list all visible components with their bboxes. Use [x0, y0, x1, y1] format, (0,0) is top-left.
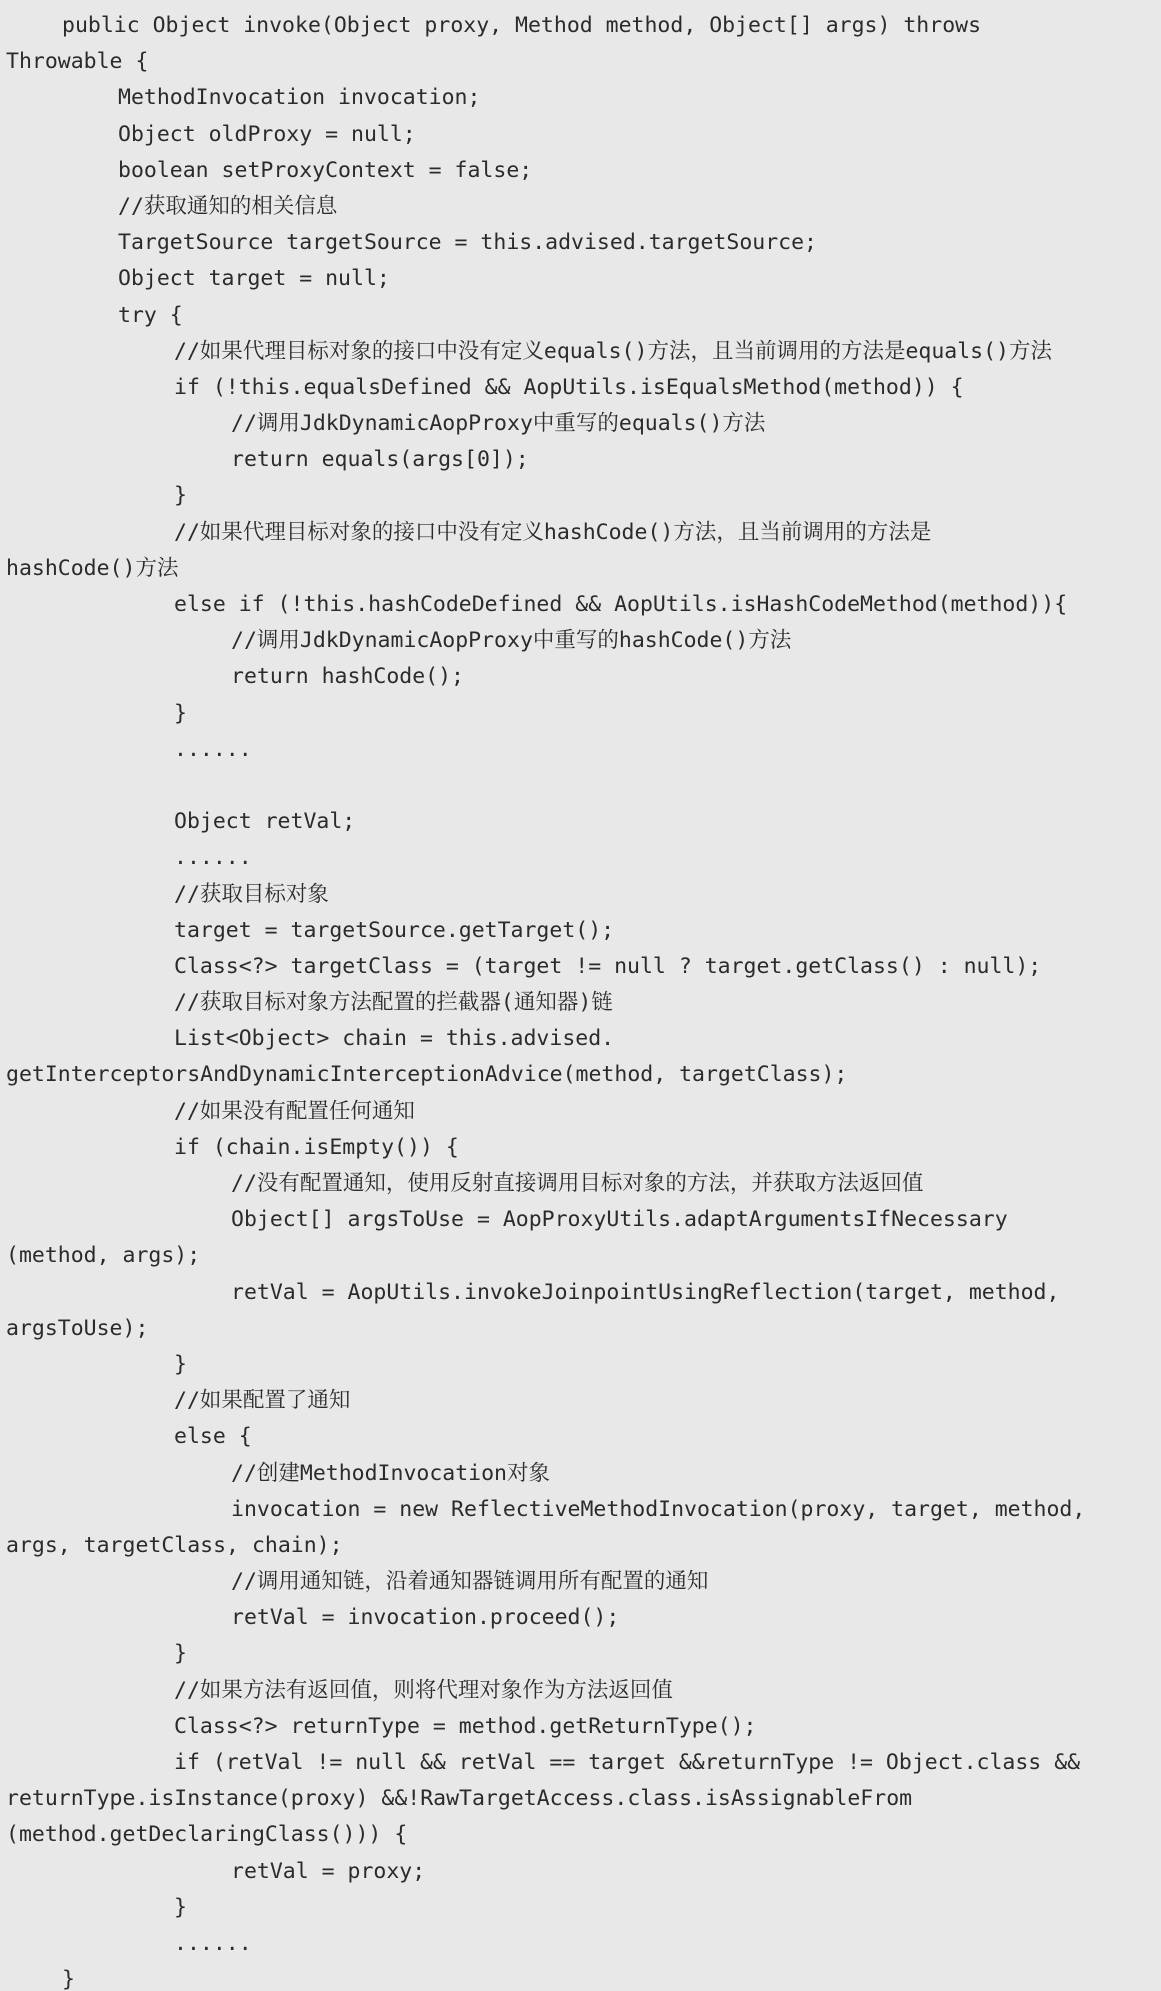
code-line: Class<?> targetClass = (target != null ? target.getClass() : null); — [174, 953, 1042, 979]
code-line: invocation = new ReflectiveMethodInvocation(proxy, target, method, — [231, 1496, 1086, 1522]
code-line: retVal = invocation.proceed(); — [231, 1605, 620, 1631]
code-line: } — [174, 700, 187, 726]
code-line: MethodInvocation invocation; — [118, 85, 481, 111]
code-line: retVal = proxy; — [231, 1858, 426, 1884]
code-line: if (retVal != null && retVal == target &&returnType != Object.class && — [174, 1750, 1081, 1775]
code-line: ...... — [174, 845, 252, 871]
code-line: ...... — [174, 736, 252, 762]
code-line: getInterceptorsAndDynamicInterceptionAdvice(method, targetClass); — [6, 1062, 848, 1088]
code-line: //调用JdkDynamicAopProxy中重写的equals()方法 — [231, 411, 766, 437]
code-line: if (chain.isEmpty()) { — [174, 1134, 459, 1160]
code-line: //获取目标对象方法配置的拦截器(通知器)链 — [174, 990, 613, 1016]
code-line: hashCode()方法 — [6, 555, 179, 581]
code-line: //如果代理目标对象的接口中没有定义equals()方法，且当前调用的方法是equals()方法 — [174, 338, 1052, 364]
code-line: argsToUse); — [6, 1315, 149, 1341]
code-line: Object target = null; — [118, 266, 390, 292]
code-line: Object oldProxy = null; — [118, 121, 416, 147]
code-line: returnType.isInstance(proxy) &&!RawTargetAccess.class.isAssignableFrom — [6, 1786, 913, 1812]
code-line: try { — [118, 302, 183, 328]
code-line: Object[] argsToUse = AopProxyUtils.adaptArgumentsIfNecessary — [231, 1207, 1008, 1233]
code-line: //如果方法有返回值，则将代理对象作为方法返回值 — [174, 1677, 673, 1703]
code-line: return equals(args[0]); — [231, 447, 529, 473]
code-line: target = targetSource.getTarget(); — [174, 917, 615, 943]
code-line: //调用通知链，沿着通知器链调用所有配置的通知 — [231, 1569, 709, 1595]
code-line: //如果配置了通知 — [174, 1388, 351, 1414]
code-line: else if (!this.hashCodeDefined && AopUtils.isHashCodeMethod(method)){ — [174, 592, 1068, 617]
code-line: } — [174, 1894, 187, 1920]
code-line: return hashCode(); — [231, 664, 464, 690]
code-line: if (!this.equalsDefined && AopUtils.isEqualsMethod(method)) { — [174, 374, 964, 400]
code-line: retVal = AopUtils.invokeJoinpointUsingReflection(target, method, — [231, 1279, 1060, 1305]
code-line: Throwable { — [6, 49, 149, 75]
code-line: //获取目标对象 — [174, 881, 329, 907]
code-line: //如果代理目标对象的接口中没有定义hashCode()方法，且当前调用的方法是 — [174, 519, 932, 545]
code-line — [0, 768, 1161, 804]
code-line: boolean setProxyContext = false; — [118, 157, 533, 183]
code-line: (method, args); — [6, 1243, 201, 1269]
code-line: Class<?> returnType = method.getReturnType(); — [174, 1713, 757, 1739]
code-line: //获取通知的相关信息 — [118, 193, 338, 219]
code-line: //创建MethodInvocation对象 — [231, 1460, 550, 1486]
code-line: //没有配置通知，使用反射直接调用目标对象的方法，并获取方法返回值 — [231, 1171, 924, 1196]
code-line: } — [174, 483, 187, 509]
code-line: ...... — [174, 1930, 252, 1956]
code-line: } — [174, 1641, 187, 1667]
code-line: Object retVal; — [174, 809, 356, 835]
code-line: public Object invoke(Object proxy, Method method, Object[] args) throws — [62, 13, 982, 38]
code-line: List<Object> chain = this.advised. — [174, 1026, 615, 1052]
code-line: (method.getDeclaringClass())) { — [6, 1822, 408, 1848]
code-line: } — [174, 1351, 187, 1377]
code-line: //调用JdkDynamicAopProxy中重写的hashCode()方法 — [231, 628, 792, 654]
code-line: } — [62, 1967, 75, 1991]
code-line: //如果没有配置任何通知 — [174, 1098, 415, 1124]
code-line: TargetSource targetSource = this.advised.targetSource; — [118, 230, 817, 256]
code-line: else { — [174, 1424, 252, 1450]
code-line: args, targetClass, chain); — [6, 1532, 343, 1558]
